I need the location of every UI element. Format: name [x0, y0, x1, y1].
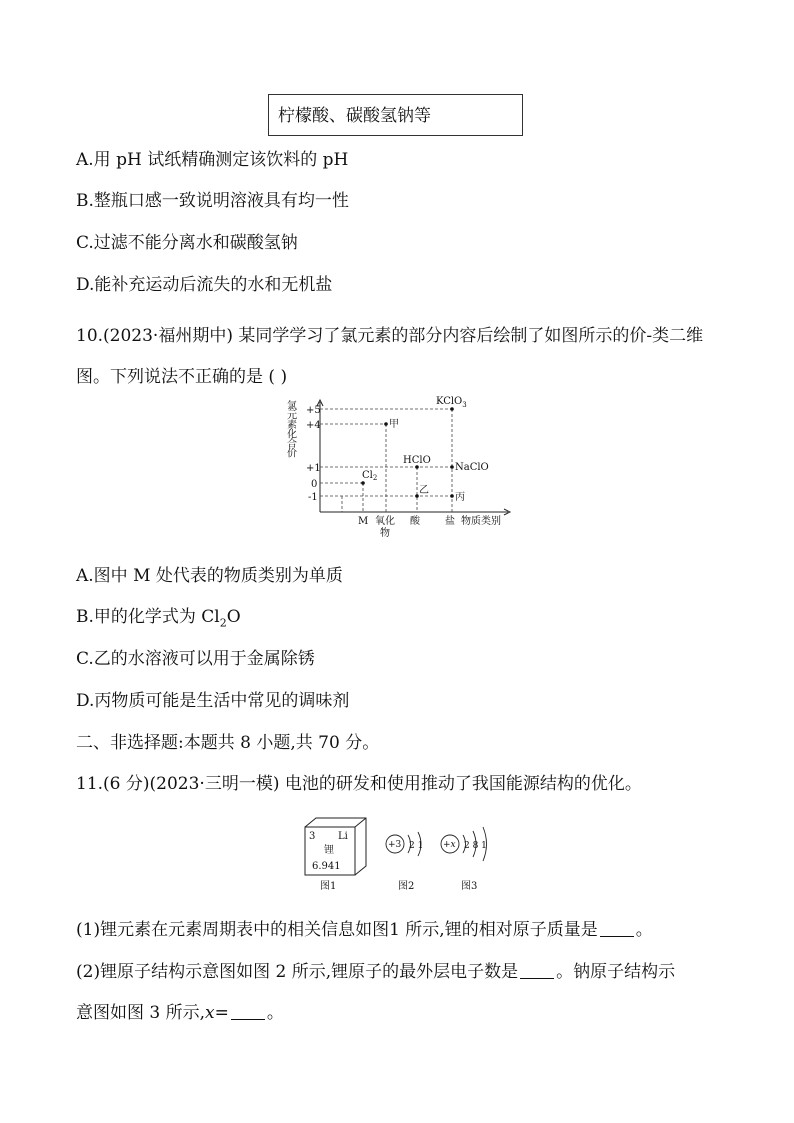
q11-part2: (2)锂原子结构示意图如图 2 所示,锂原子的最外层电子数是 。钠原子结构示 — [76, 962, 676, 982]
q11-stem: 11.(6 分)(2023·三明一模) 电池的研发和使用推动了我国能源结构的优化。 — [76, 774, 642, 794]
fig1-symbol: Li — [338, 831, 348, 842]
chart-xlabel: 物质类别 — [461, 516, 501, 527]
point-kclo3 — [450, 407, 454, 411]
q9-option-d: D.能补充运动后流失的水和无机盐 — [76, 275, 333, 295]
label-hclo: HClO — [403, 455, 431, 466]
ytick-p4: +4 — [306, 420, 321, 431]
fig1-mass: 6.941 — [312, 861, 341, 872]
chart-ylabel: 氯元素化合价 — [284, 400, 296, 457]
ytick-p5: +5 — [306, 405, 321, 416]
point-bing — [450, 494, 454, 498]
q10-option-d: D.丙物质可能是生活中常见的调味剂 — [76, 691, 350, 711]
fig1-atomic-number: 3 — [309, 831, 316, 842]
q11-part1: (1)锂元素在元素周期表中的相关信息如图1 所示,锂的相对原子质量是 。 — [76, 920, 653, 940]
xtick-salt: 盐 — [445, 516, 455, 527]
point-jia — [384, 422, 388, 426]
point-naclo — [450, 465, 454, 469]
q11-part2-cont: 意图如图 3 所示,x= 。 — [76, 1003, 284, 1023]
q11-figures — [300, 815, 510, 893]
q9-option-c: C.过滤不能分离水和碳酸氢钠 — [76, 233, 298, 253]
q10-option-b: B.甲的化学式为 $Cl_2O$ — [76, 607, 241, 630]
label-kclo3: KClO$_3$ — [436, 396, 467, 409]
ingredient-box — [268, 94, 523, 136]
fig1-caption: 图1 — [320, 881, 337, 892]
q10-option-a: A.图中 M 处代表的物质类别为单质 — [76, 566, 343, 586]
ytick-p1: +1 — [306, 463, 321, 474]
q10-stem: 10.(2023·福州期中) 某同学学习了氯元素的部分内容后绘制了如图所示的价-类二维图。下列说法不正确的是 ( ) — [76, 326, 704, 387]
point-cl2 — [361, 481, 365, 485]
xtick-oxide1: 氧化 — [375, 516, 395, 527]
ytick-0: 0 — [311, 479, 318, 490]
label-naclo: NaClO — [455, 462, 489, 473]
label-jia: 甲 — [389, 419, 399, 430]
q10-option-c: C.乙的水溶液可以用于金属除锈 — [76, 649, 315, 669]
xtick-m: M — [358, 516, 369, 527]
section-heading: 二、非选择题:本题共 8 小题,共 70 分。 — [76, 733, 380, 753]
xtick-oxide2: 物 — [380, 528, 390, 539]
fig2-caption: 图2 — [398, 881, 415, 892]
label-cl2: $Cl_2$ — [362, 470, 378, 482]
fig3-electrons: 2 8 1 — [464, 841, 487, 851]
fig3-nucleus-label: +x — [443, 840, 456, 850]
fig2-electrons: 2 1 — [409, 841, 424, 851]
fig1-name: 锂 — [324, 845, 334, 856]
ingredient-text: 柠檬酸、碳酸氢钠等 — [278, 106, 431, 126]
answer-blank-1[interactable] — [600, 920, 634, 937]
answer-blank-2[interactable] — [520, 962, 554, 979]
fig3-caption: 图3 — [461, 881, 478, 892]
label-bing: 丙 — [455, 492, 465, 503]
fig2-nucleus-label: +3 — [388, 840, 402, 850]
answer-blank-3[interactable] — [231, 1003, 265, 1020]
ytick-m1: -1 — [308, 492, 318, 503]
xtick-acid: 酸 — [410, 516, 420, 527]
valence-chart — [280, 390, 520, 540]
q9-option-b: B.整瓶口感一致说明溶液具有均一性 — [76, 191, 349, 211]
q9-option-a: A.用 pH 试纸精确测定该饮料的 pH — [76, 150, 349, 170]
label-yi: 乙 — [419, 485, 429, 496]
